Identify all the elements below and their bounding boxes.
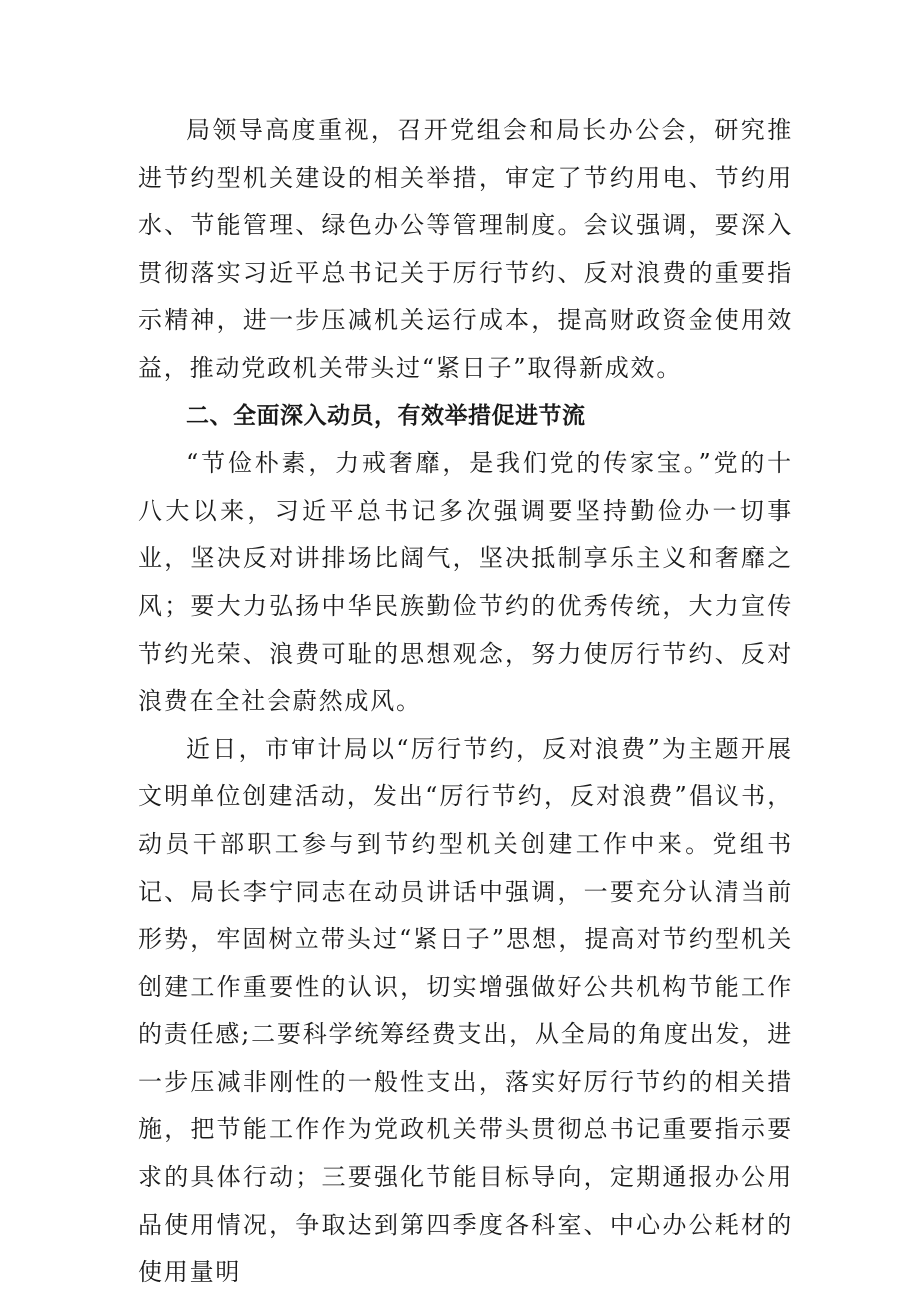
document-page	[138, 107, 793, 1297]
paragraph-campaign: 近日，市审计局以“厉行节约，反对浪费”为主题开展文明单位创建活动，发出“厉行节约，反对浪费”倡议书，动员干部职工参与到节约型机关创建工作中来。党组书记、局长李宁同志在动员讲话中强调，一要充分认清当前形势，牢固树立带头过“紧日子”思想，提高对节约型机关创建工作重要性的认识，切实增强做好公共机构节能工作的责任感;二要科学统筹经费支出，从全局的角度出发，进一步压减非刚性的一般性支出，落实好厉行节约的相关措施，把节能工作作为党政机关带头贯彻总书记重要指示要求的具体行动；三要强化节能目标导向，定期通报办公用品使用情况，争取达到第四季度各科室、中心办公耗材的使用量明	[138, 734, 793, 1287]
section-heading: 二、全面深入动员，有效举措促进节流	[186, 402, 586, 429]
paragraph-quote: “节俭朴素，力戒奢靡，是我们党的传家宝。”党的十八大以来，习近平总书记多次强调要坚持勤俭办一切事业，坚决反对讲排场比阔气，坚决抵制享乐主义和奢靡之风；要大力弘扬中华民族勤俭节约的优秀传统，大力宣传节约光荣、浪费可耻的思想观念，努力使厉行节约、反对浪费在全社会蔚然成风。	[138, 449, 793, 716]
paragraph-meeting: 局领导高度重视，召开党组会和局长办公会，研究推进节约型机关建设的相关举措，审定了节约用电、节约用水、节能管理、绿色办公等管理制度。会议强调，要深入贯彻落实习近平总书记关于厉行节约、反对浪费的重要指示精神，进一步压减机关运行成本，提高财政资金使用效益，推动党政机关带头过“紧日子”取得新成效。	[138, 116, 793, 382]
